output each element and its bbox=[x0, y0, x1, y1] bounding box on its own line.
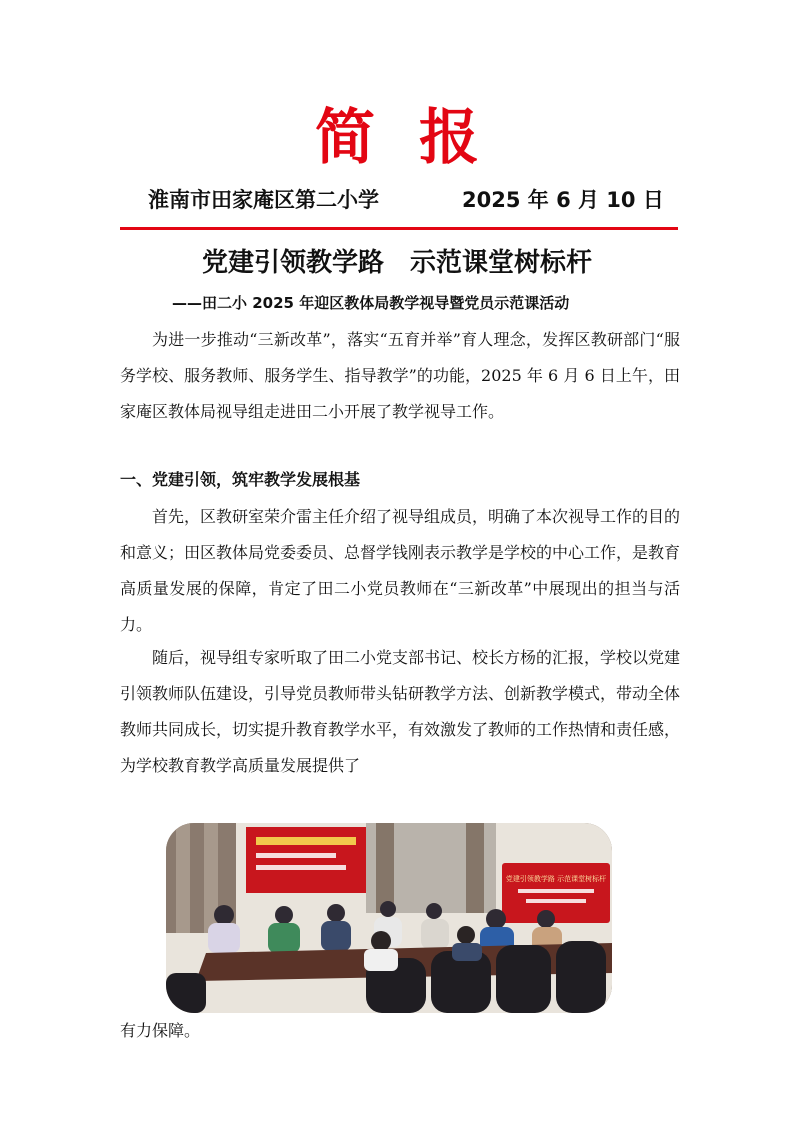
section-heading-1: 一、党建引领，筑牢教学发展根基 bbox=[120, 470, 361, 489]
article-subtitle: ——田二小 2025 年迎区教体局教学视导暨党员示范课活动 bbox=[172, 294, 570, 312]
report-date: 2025 年 6 月 10 日 bbox=[462, 188, 664, 212]
paragraph-intro: 为进一步推动“三新改革”，落实“五育并举”育人理念，发挥区教研部门“服务学校、服务教师、服务学生、指导教学”的功能，2025 年 6 月 6 日上午，田家庵区教体局视导组走进田二小开展了教学视导工作。 bbox=[120, 330, 680, 421]
article-title: 党建引领教学路 示范课堂树标杆 bbox=[201, 248, 592, 278]
header-divider bbox=[120, 227, 678, 230]
paragraph-3-continued: 有力保障。 bbox=[120, 1021, 201, 1040]
paragraph-3: 随后，视导组专家听取了田二小党支部书记、校长方杨的汇报，学校以党建引领教师队伍建设，引导党员教师带头钻研教学方法、创新教学模式，带动全体教师共同成长，切实提升教育教学水平，有效激发了教师的工作热情和责任感，为学校教育教学高质量发展提供了 bbox=[120, 648, 681, 775]
screen-text: 党建引领教学路 示范课堂树标杆 bbox=[505, 875, 607, 883]
paragraph-2: 首先，区教研室荣介雷主任介绍了视导组成员，明确了本次视导工作的目的和意义；田区教体局党委委员、总督学钱刚表示教学是学校的中心工作，是教育高质量发展的保障，肯定了田二小党员教师在“三新改革”中展现出的担当与活力。 bbox=[120, 507, 681, 634]
school-name: 淮南市田家庵区第二小学 bbox=[148, 188, 379, 212]
masthead-title: 简报 bbox=[315, 103, 523, 173]
meeting-photo bbox=[166, 823, 612, 1013]
